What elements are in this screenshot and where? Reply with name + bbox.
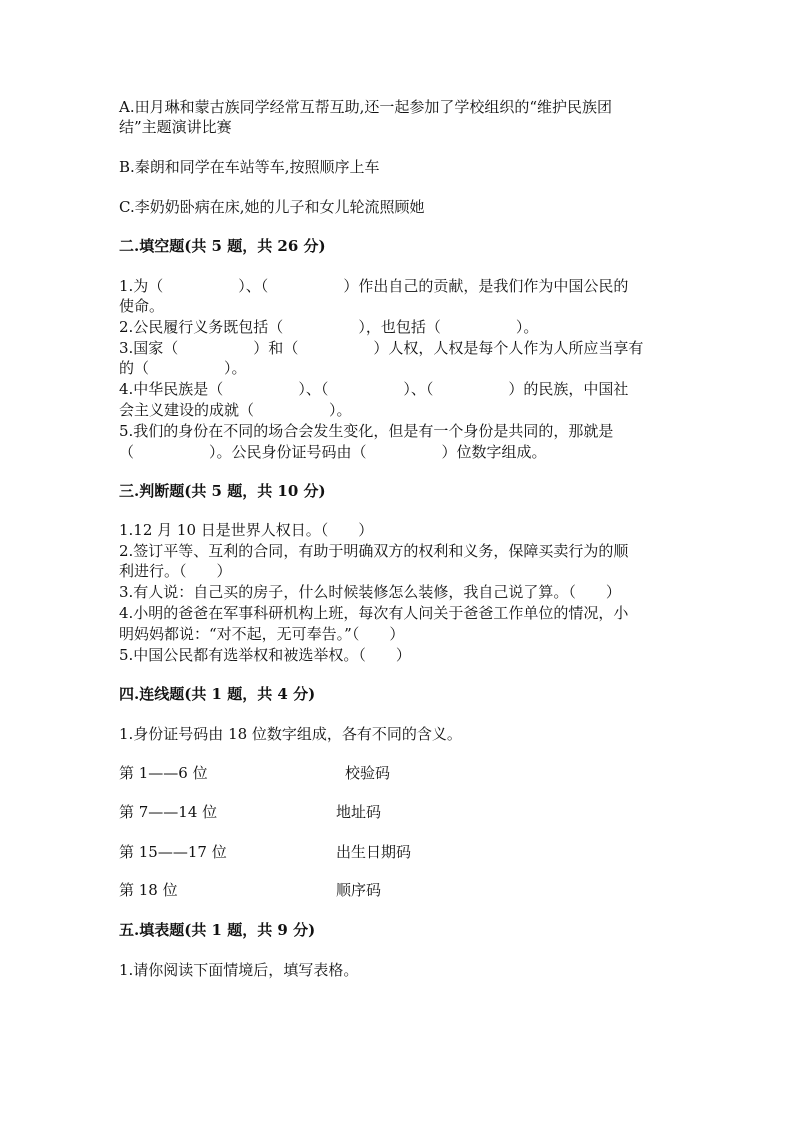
judge-q2-line2: 利进行。（ ） xyxy=(119,562,232,580)
fill-q3-line2: 的（ ）。 xyxy=(119,359,247,377)
fill-q4-line1: 4.中华民族是（ ）、（ ）、（ ）的民族，中国社 xyxy=(119,380,629,398)
table-question: 1.请你阅读下面情境后，填写表格。 xyxy=(119,961,359,979)
section-heading-judgement: 三.判断题(共 5 题，共 10 分) xyxy=(119,482,326,500)
judge-q4-line2: 明妈妈都说：“对不起，无可奉告。”（ ） xyxy=(119,625,405,643)
match-left-3: 第 15——17 位 xyxy=(119,843,227,861)
judge-q3: 3.有人说：自己买的房子，什么时候装修怎么装修，我自己说了算。（ ） xyxy=(119,583,621,601)
fill-q1-line2: 使命。 xyxy=(119,297,165,315)
match-question: 1.身份证号码由 18 位数字组成，各有不同的含义。 xyxy=(119,725,462,743)
section-heading-fill-blank: 二.填空题(共 5 题，共 26 分) xyxy=(119,237,326,255)
match-left-1: 第 1——6 位 xyxy=(119,764,208,782)
option-c: C.李奶奶卧病在床,她的儿子和女儿轮流照顾她 xyxy=(119,198,425,216)
match-right-2: 地址码 xyxy=(336,803,382,821)
match-right-3: 出生日期码 xyxy=(336,843,412,861)
option-b: B.秦朗和同学在车站等车,按照顺序上车 xyxy=(119,158,380,176)
fill-q4-line2: 会主义建设的成就（ ）。 xyxy=(119,401,352,419)
option-a-line2: 结”主题演讲比赛 xyxy=(119,118,232,136)
fill-q2: 2.公民履行义务既包括（ ），也包括（ ）。 xyxy=(119,318,539,336)
fill-q5-line2: （ ）。公民身份证号码由（ ）位数字组成。 xyxy=(119,443,547,461)
fill-q3-line1: 3.国家（ ）和（ ）人权，人权是每个人作为人所应当享有 xyxy=(119,339,644,357)
match-left-4: 第 18 位 xyxy=(119,881,178,899)
judge-q4-line1: 4.小明的爸爸在军事科研机构上班，每次有人问关于爸爸工作单位的情况，小 xyxy=(119,604,629,622)
section-heading-table: 五.填表题(共 1 题，共 9 分) xyxy=(119,921,316,939)
match-left-2: 第 7——14 位 xyxy=(119,803,218,821)
fill-q5-line1: 5.我们的身份在不同的场合会发生变化，但是有一个身份是共同的，那就是 xyxy=(119,422,614,440)
judge-q5: 5.中国公民都有选举权和被选举权。（ ） xyxy=(119,646,411,664)
match-right-4: 顺序码 xyxy=(336,881,382,899)
judge-q1: 1.12 月 10 日是世界人权日。（ ） xyxy=(119,521,374,539)
option-a-line1: A.田月琳和蒙古族同学经常互帮互助,还一起参加了学校组织的“维护民族团 xyxy=(119,98,613,116)
section-heading-matching: 四.连线题(共 1 题，共 4 分) xyxy=(119,685,316,703)
match-right-1: 校验码 xyxy=(345,764,391,782)
fill-q1-line1: 1.为（ ）、（ ）作出自己的贡献，是我们作为中国公民的 xyxy=(119,277,629,295)
judge-q2-line1: 2.签订平等、互利的合同，有助于明确双方的权利和义务，保障买卖行为的顺 xyxy=(119,542,629,560)
